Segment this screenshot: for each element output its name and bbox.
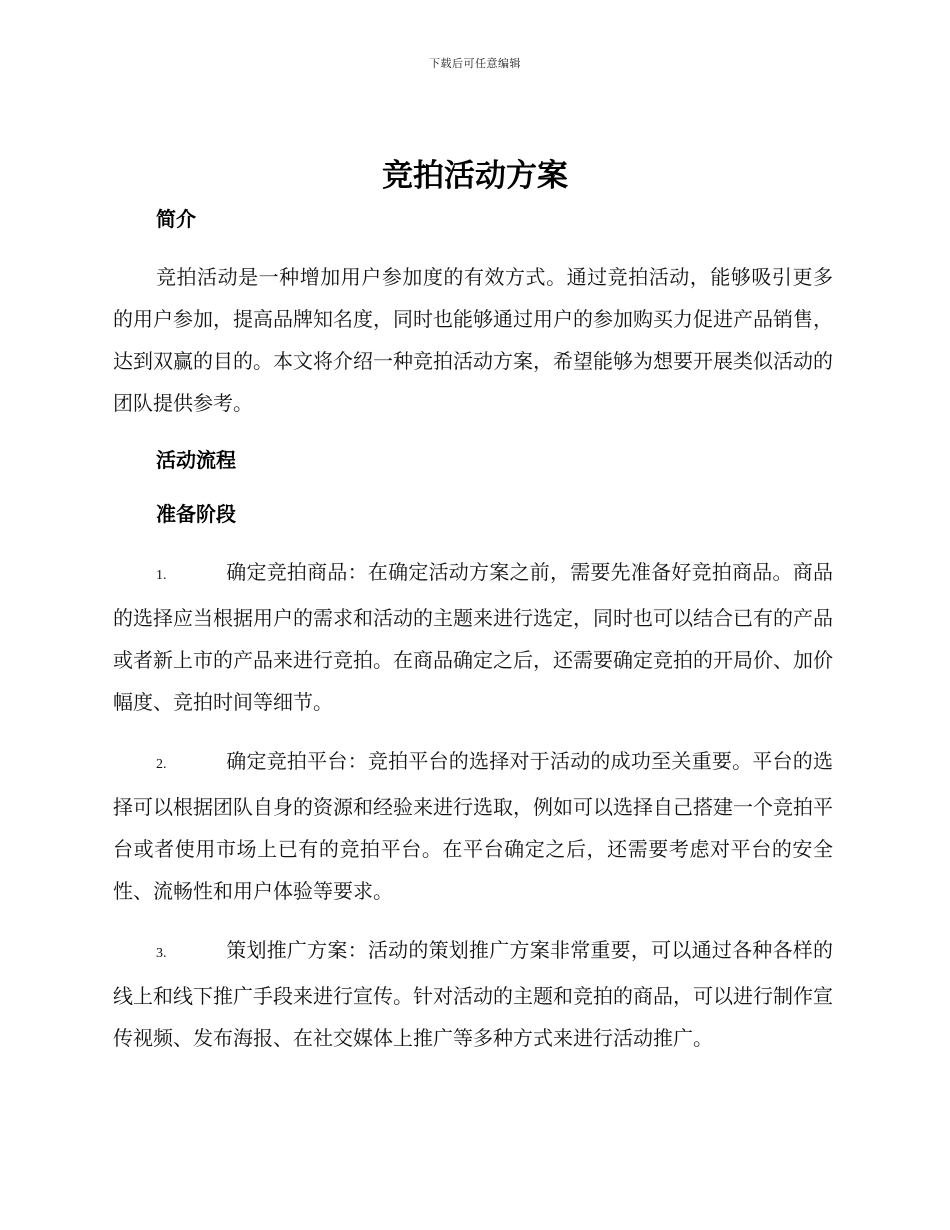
intro-paragraph: 竞拍活动是一种增加用户参加度的有效方式。通过竞拍活动，能够吸引更多的用户参加，提高品牌知名度，同时也能够通过用户的参加购买力促进产品销售，达到双赢的目的。本文将介绍一种竞拍活动方案，希望能够为想要开展类似活动的团队提供参考。 [113,265,833,415]
list-item [113,929,833,1059]
list-item-text: 确定竞拍平台：竞拍平台的选择对于活动的成功至关重要。平台的选择可以根据团队自身的资源和经验来进行选取，例如可以选择自己搭建一个竞拍平台或者使用市场上已有的竞拍平台。在平台确定之后，还需要考虑对平台的安全性、流畅性和用户体验等要求。 [113,749,833,903]
document-title: 竞拍活动方案 [382,158,568,194]
activity-flow-heading: 活动流程 [156,448,236,472]
list-item [113,551,833,723]
list-item-number: 2. [156,757,167,772]
document-body [113,203,833,1076]
preparation-stage-heading: 准备阶段 [156,502,236,526]
list-item-number: 1. [156,568,167,583]
intro-heading: 简介 [156,207,196,231]
list-item-text: 策划推广方案：活动的策划推广方案非常重要，可以通过各种各样的线上和线下推广手段来进行宣传。针对活动的主题和竞拍的商品，可以进行制作宣传视频、发布海报、在社交媒体上推广等多种方式来进行活动推广。 [113,938,833,1050]
header-note: 下载后可任意编辑 [429,57,521,70]
list-item [113,740,833,912]
list-item-text: 确定竞拍商品：在确定活动方案之前，需要先准备好竞拍商品。商品的选择应当根据用户的需求和活动的主题来进行选定，同时也可以结合已有的产品或者新上市的产品来进行竞拍。在商品确定之后，还需要确定竞拍的开局价、加价幅度、竞拍时间等细节。 [113,560,833,714]
list-item-number: 3. [156,946,167,961]
